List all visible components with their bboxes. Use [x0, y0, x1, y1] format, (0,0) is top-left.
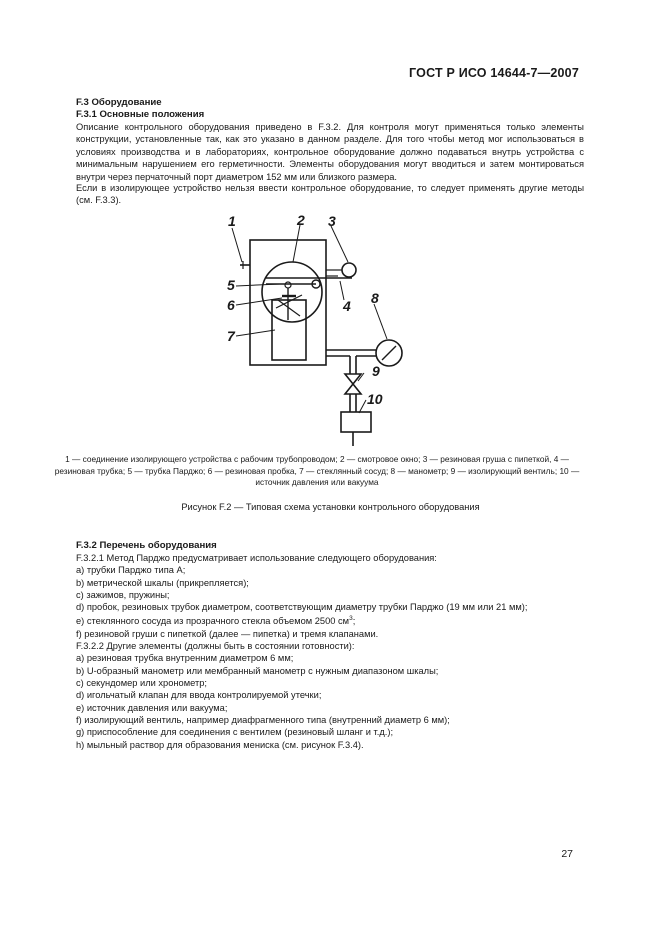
list-item: c) зажимов, пружины;: [76, 589, 170, 600]
paragraph-alternative: Если в изолирующее устройство нельзя ввести контрольное оборудование, то следует применять другие методы (см. F.3.3).: [76, 183, 584, 206]
label-4: 4: [343, 298, 351, 314]
list-item: f) изолирующий вентиль, например диафрагменного типа (внутренний диаметр 6 мм);: [76, 714, 450, 725]
list-intro-2: F.3.2.2 Другие элементы (должны быть в состоянии готовности):: [76, 641, 355, 652]
list-item: d) пробок, резиновых трубок диаметром, соответствующим диаметру трубки Парджо (19 мм или 21 мм);: [76, 602, 528, 613]
list-item: b) метрической шкалы (прикрепляется);: [76, 577, 249, 588]
list-item: h) мыльный раствор для образования мениска (см. рисунок F.3.4).: [76, 739, 364, 750]
list-item: a) трубки Парджо типа А;: [76, 565, 186, 576]
label-1: 1: [228, 213, 236, 229]
label-2: 2: [297, 212, 305, 228]
paragraph-description: Описание контрольного оборудования приведено в F.3.2. Для контроля могут применяться только элементы конструкции, установленные так, как это указано в данном разделе. Для того чтобы метод мог использоваться в условиях производства и в лабораториях, контрольное оборудование должно подаваться внутрь устройства с минимальным нарушением его герметичности. Элементы оборудования могут вводиться и затем монтироваться внутри через перчаточный порт диаметром 152 мм или близкого размера.: [76, 122, 584, 182]
rubber-bulb: [342, 263, 356, 277]
list-item: a) резиновая трубка внутренним диаметром 6 мм;: [76, 653, 294, 664]
superscript-3: 3: [349, 615, 353, 623]
list-item: f) резиновой груши с пипеткой (далее — пипетка) и тремя клапанами.: [76, 628, 379, 639]
glass-vessel: [272, 300, 306, 360]
label-7: 7: [227, 328, 235, 344]
label-6: 6: [227, 297, 235, 313]
isolating-valve: [345, 374, 361, 384]
section-title-f32: F.3.2 Перечень оборудования: [76, 540, 217, 551]
list-intro-1: F.3.2.1 Метод Парджо предусматривает использование следующего оборудования:: [76, 553, 437, 563]
viewing-window: [262, 262, 322, 322]
page-number: 27: [561, 848, 573, 860]
equipment-diagram: [0, 205, 661, 450]
list-item: b) U-образный манометр или мембранный манометр с нужным диапазоном шкалы;: [76, 665, 439, 676]
list-item: d) игольчатый клапан для ввода контролируемой утечки;: [76, 690, 322, 701]
label-9: 9: [372, 363, 380, 379]
figure-caption: Рисунок F.2 — Типовая схема установки контрольного оборудования: [181, 502, 480, 512]
label-5: 5: [227, 277, 235, 293]
label-10: 10: [367, 391, 383, 407]
list-item: e) стеклянного сосуда из прозрачного стекла объемом 2500 $см^3$;: [76, 615, 356, 627]
list-item: e) источник давления или вакуума;: [76, 702, 228, 713]
section-title-f3: F.3 Оборудование: [76, 97, 162, 108]
document-header: ГОСТ Р ИСО 14644-7—2007: [409, 66, 579, 80]
figure-legend: 1 — соединение изолирующего устройства с рабочим трубопроводом; 2 — смотровое окно; 3 — резиновая груша с пипеткой, 4 — резиновая трубка; 5 — трубка Парджо; 6 — резиновая пробка, 7 — стеклянный сосуд; 8 — манометр; 9 — изолирующий вентиль; 10 — источник давления или вакуума: [54, 454, 580, 488]
label-3: 3: [328, 213, 336, 229]
pressure-source: [341, 412, 371, 432]
subsection-title-f31: F.3.1 Основные положения: [76, 109, 205, 120]
list-item: c) секундомер или хронометр;: [76, 678, 207, 689]
equipment-list: [76, 552, 584, 751]
list-item: g) приспособление для соединения с вентилем (резиновый шланг и т.д.);: [76, 727, 394, 738]
label-8: 8: [371, 290, 379, 306]
